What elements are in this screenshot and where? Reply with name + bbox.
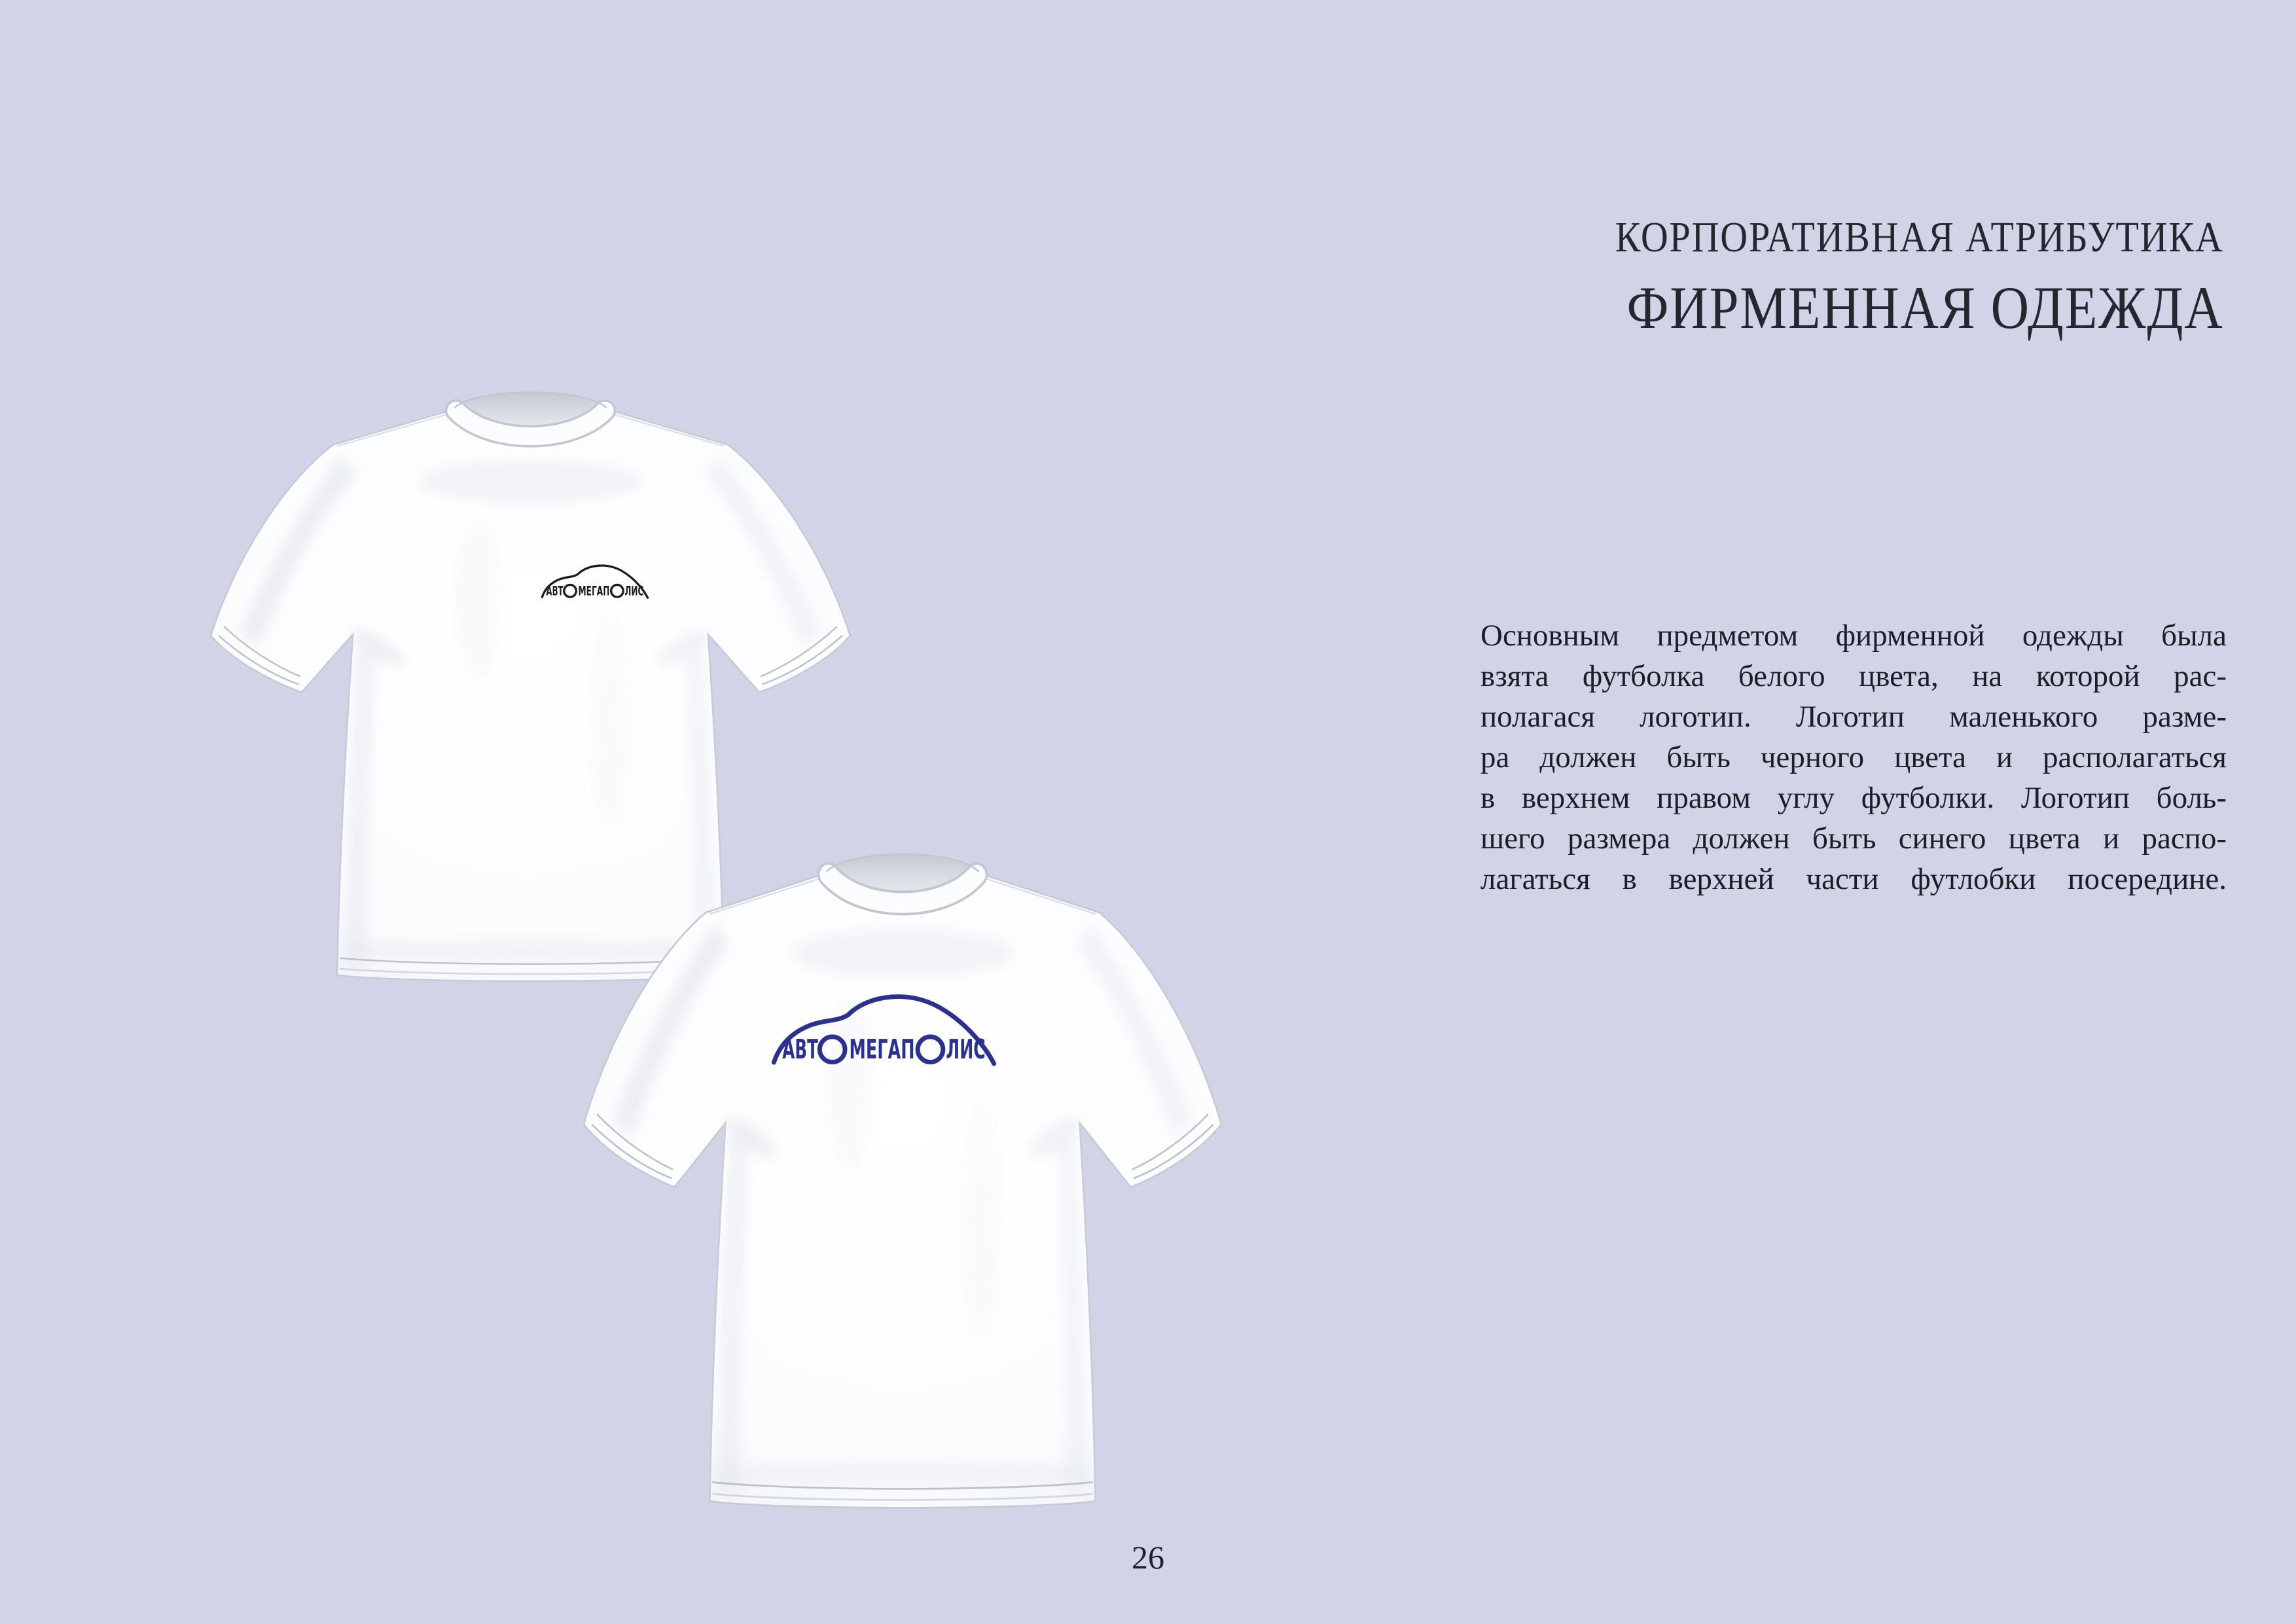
brand-logo-large — [771, 988, 1005, 1069]
logo-text-seg1: АВТ — [546, 583, 564, 599]
body-text-line: ра должен быть черного цвета и располагаться — [1480, 740, 2227, 774]
page-number: 26 — [1132, 1539, 1164, 1576]
body-text-line: в верхнем правом углу футболки. Логотип боль- — [1480, 781, 2227, 815]
description-paragraph — [1480, 615, 2227, 899]
brand-logo-small — [541, 562, 653, 600]
logo-letter-o-circle — [611, 585, 624, 597]
body-text-line: Основным предметом фирменной одежды была — [1480, 619, 2227, 653]
logo-letter-o-circle — [918, 1037, 943, 1062]
body-text-line: взята футболка белого цвета, на которой рас- — [1480, 659, 2227, 693]
logo-text-seg2: МЕГАП — [849, 1034, 915, 1066]
section-header — [1532, 213, 2224, 341]
body-text-line: шего размера должен быть синего цвета и распо- — [1480, 821, 2227, 856]
body-text-line: лагаться в верхней части футлобки посередине. — [1480, 862, 2227, 896]
section-title-line1: КОРПОРАТИВНАЯ АТРИБУТИКА — [1615, 213, 2224, 261]
logo-letter-o-circle — [564, 585, 577, 597]
logo-text-seg3: ЛИС — [946, 1034, 986, 1066]
section-title-line2: ФИРМЕННАЯ ОДЕЖДА — [1626, 274, 2224, 341]
tshirt-large-logo — [575, 837, 1230, 1530]
logo-text-seg2: МЕГАП — [578, 583, 610, 599]
logo-letter-o-circle — [819, 1037, 845, 1062]
body-text-line: полагася логотип. Логотип маленького разме- — [1480, 700, 2227, 734]
logo-text-seg3: ЛИС — [624, 583, 644, 599]
logo-text-seg1: АВТ — [782, 1034, 819, 1066]
